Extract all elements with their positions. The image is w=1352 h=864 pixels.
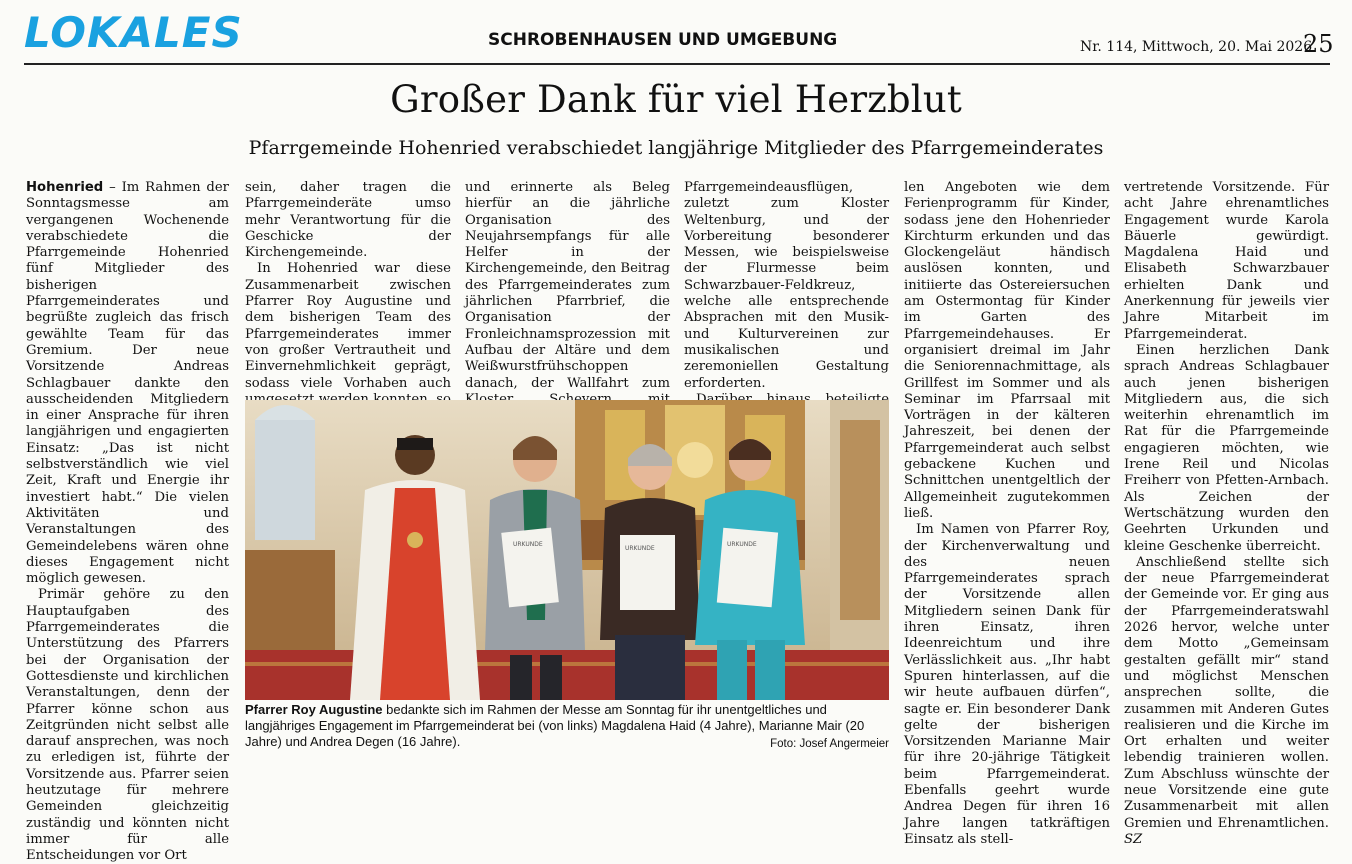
article-column-1 [26,180,229,864]
photo-credit: Foto: Josef Angermeier [770,738,889,750]
church-photo-illustration [245,400,889,700]
paragraph: und erinnerte als Beleg hierfür an die jährliche Organisation des Neujahrsempfangs für alle Helfer in der Kirchengemeinde, den Beitrag des Pfarrgemeinderates zum jährlichen Pfarrbrief, die Organisation der Fronleichnamsprozession mit Aufbau der Altäre und dem Weißwurstfrühschoppen danach, der Wallfahrt zum [465,180,670,391]
author-signature: SZ [1124,831,1143,847]
paragraph-text: – Im Rahmen der Sonntagsmesse am vergangenen Wochenende verabschiedete die Pfarrgemeinde Hohenried fünf Mitglieder des bisherigen Pfarrgemeinderates und begrüßte zugleich das frisch gewählte Team für das Gremium. Der neue Vorsitzende Andreas Schlagbauer dankte den ausscheidenden Mitgliedern in einer Ansprache für ihren langjährigen und engagierten Einsatz: „Das ist nicht selbstverständlich wie viel Zeit, Kraft und Energie ihr investiert habt.“ Die vielen Aktivitäten und Veranstaltungen des Gemeindelebens wären ohne dieses Engagement nicht möglich gewesen. [26,180,229,587]
subheadline: Pfarrgemeinde Hohenried verabschiedet langjährige Mitglieder des Pfarrgemeinderates [248,137,1104,159]
page-number: 25 [1303,30,1334,58]
section-title: LOKALES [24,8,243,57]
article-column-6 [1124,180,1329,847]
paragraph: In Hohenried war diese Zusammenarbeit zwischen Pfarrer Roy Augustine und dem bisherigen Team des Pfarrgemeinderates immer von großer Vertrautheit und Einvernehmlichkeit geprägt, sodass viele Vorhaben auch [245,261,451,391]
paragraph: vertretende Vorsitzende. Für acht Jahre ehrenamtliches Engagement wurde Karola Bäuerle gewürdigt. Magdalena Haid und Elisabeth Schwarzbauer erhielten Dank und Anerkennung für jeweils vier Jahre Mitarbeit im Pfarrgemeinderat. [1124,180,1329,342]
certificate-label: URKUNDE [513,541,543,548]
paragraph: len Angeboten wie dem Ferienprogramm für Kinder, sodass jene den Hohenrieder Kirchturm erkunden und das Glockengeläut händisch auslösen konnten, und initiierte das Ostereiersuchen am Ostermontag für Kinder im Garten des Pfarrgemeindehauses. Er organisiert dreimal im Jahr die Seniorennachmittage, als Grillfest im Sommer und als Seminar im Pfarrsaal mit Vorträgen in der kälteren Jahreszeit, bei denen der Pfarrgemeinderat auch selbst gebackene Kuchen und Schnittchen unentgeltlich der Allgemeinheit zugutekommen ließ. [904,180,1110,521]
article-column-2 [245,180,451,390]
region-title: SCHROBENHAUSEN UND UMGEBUNG [488,30,838,50]
paragraph: sein, daher tragen die Pfarrgemeinderäte umso mehr Verantwortung für die Geschicke der Kirchengemeinde. [245,180,451,261]
paragraph: Primär gehöre zu den Hauptaufgaben des Pfarrgemeinderates die Unterstützung des Pfarrers bei der Organisation der Gottesdienste und kirchlichen Veranstaltungen, denn der Pfarrer könne schon aus Zeitgründen nicht selbst alle darauf ansprechen, was noch zu erledigen ist, führte der Vorsitzende aus. Pfarrer seien heutzutage für mehrere Gemeinden gleichzeitig zuständig und könnten nicht immer für alle Entscheidungen vor Ort [26,587,229,864]
paragraph [26,180,229,587]
issue-info: Nr. 114, Mittwoch, 20. Mai 2026 [1080,39,1313,55]
caption-lead: Pfarrer Roy Augustine [245,702,383,717]
article-photo [245,400,889,700]
paragraph: Einen herzlichen Dank sprach Andreas Schlagbauer auch jenen bisherigen Mitgliedern aus, die sich weiterhin ehrenamtlich im Rat für die Pfarrgemeinde engagieren möchten, wie Irene Reil und Nicolas Freiherr von Pfetten-Arnbach. Als Zeichen der Wertschätzung wurden den Geehrten Urkunden und kleine Geschenke überreicht. [1124,342,1329,554]
paragraph-text: Anschließend stellte sich der neue Pfarrgemeinderat der Gemeinde vor. Er ging aus der Pfarrgemeinderatswahl 2026 hervor, welche unter dem Motto „Gemeinsam gestalten gefällt mir“ stand und möglichst Menschen ansprechen sollte, die zusammen mit Anderen Gutes realisieren und die Kirche im Ort erhalten und weiter lebendig trainieren wollen. Zum Abschluss wünschte der neue Vorsitzende eine gute Zusammenarbeit mit allen Gremien und Ehrenamtlichen. [1124,554,1329,831]
certificate-label: URKUNDE [625,545,655,552]
paragraph: Pfarrgemeindeausflügen, zuletzt zum Kloster Weltenburg, und der Vorbereitung besonderer Messen, wie beispielsweise der Flurmesse beim Schwarzbauer-Feldkreuz, welche alle entsprechende Absprachen mit den Musik- und Kulturvereinen zur musikalischen und zeremoniellen Gestaltung erforderten. [684,180,889,391]
certificate-label: URKUNDE [727,541,757,548]
paragraph [1124,555,1329,848]
caption-text: bedankte sich im Rahmen der Messe am Sonntag für ihr unentgeltliches und langjähriges Engagement im Pfarrgemeinderat bei (von links) Magdalena Haid (4 Jahre), Marianne Mair (20 Jahre) und Andrea Degen (16 Jahre). [245,702,865,749]
article-column-5 [904,180,1110,847]
photo-caption [245,702,889,750]
article-column-4 [684,180,889,390]
paragraph: Im Namen von Pfarrer Roy, der Kirchenverwaltung und des neuen Pfarrgemeinderates sprach der Vorsitzende allen Mitgliedern seinen Dank für ihren Einsatz, ihren Ideenreichtum und ihre Verlässlichkeit aus. „Ihr habt Spuren hinterlassen, auf die wir heute aufbauen dürfen“, sagte er. Ein besonderer Dank gelte der bisherigen Vorsitzenden Marianne Mair für ihre 20-jährige Tätigkeit beim Pfarrgemeinderat. Ebenfalls geehrt wurde Andrea Degen für ihren 16 Jahre langen tatkräftigen Einsatz als stell- [904,522,1110,847]
article-column-3 [465,180,670,390]
header-rule [24,63,1330,65]
headline: Großer Dank für viel Herzblut [390,78,962,121]
dateline: Hohenried [26,180,104,195]
